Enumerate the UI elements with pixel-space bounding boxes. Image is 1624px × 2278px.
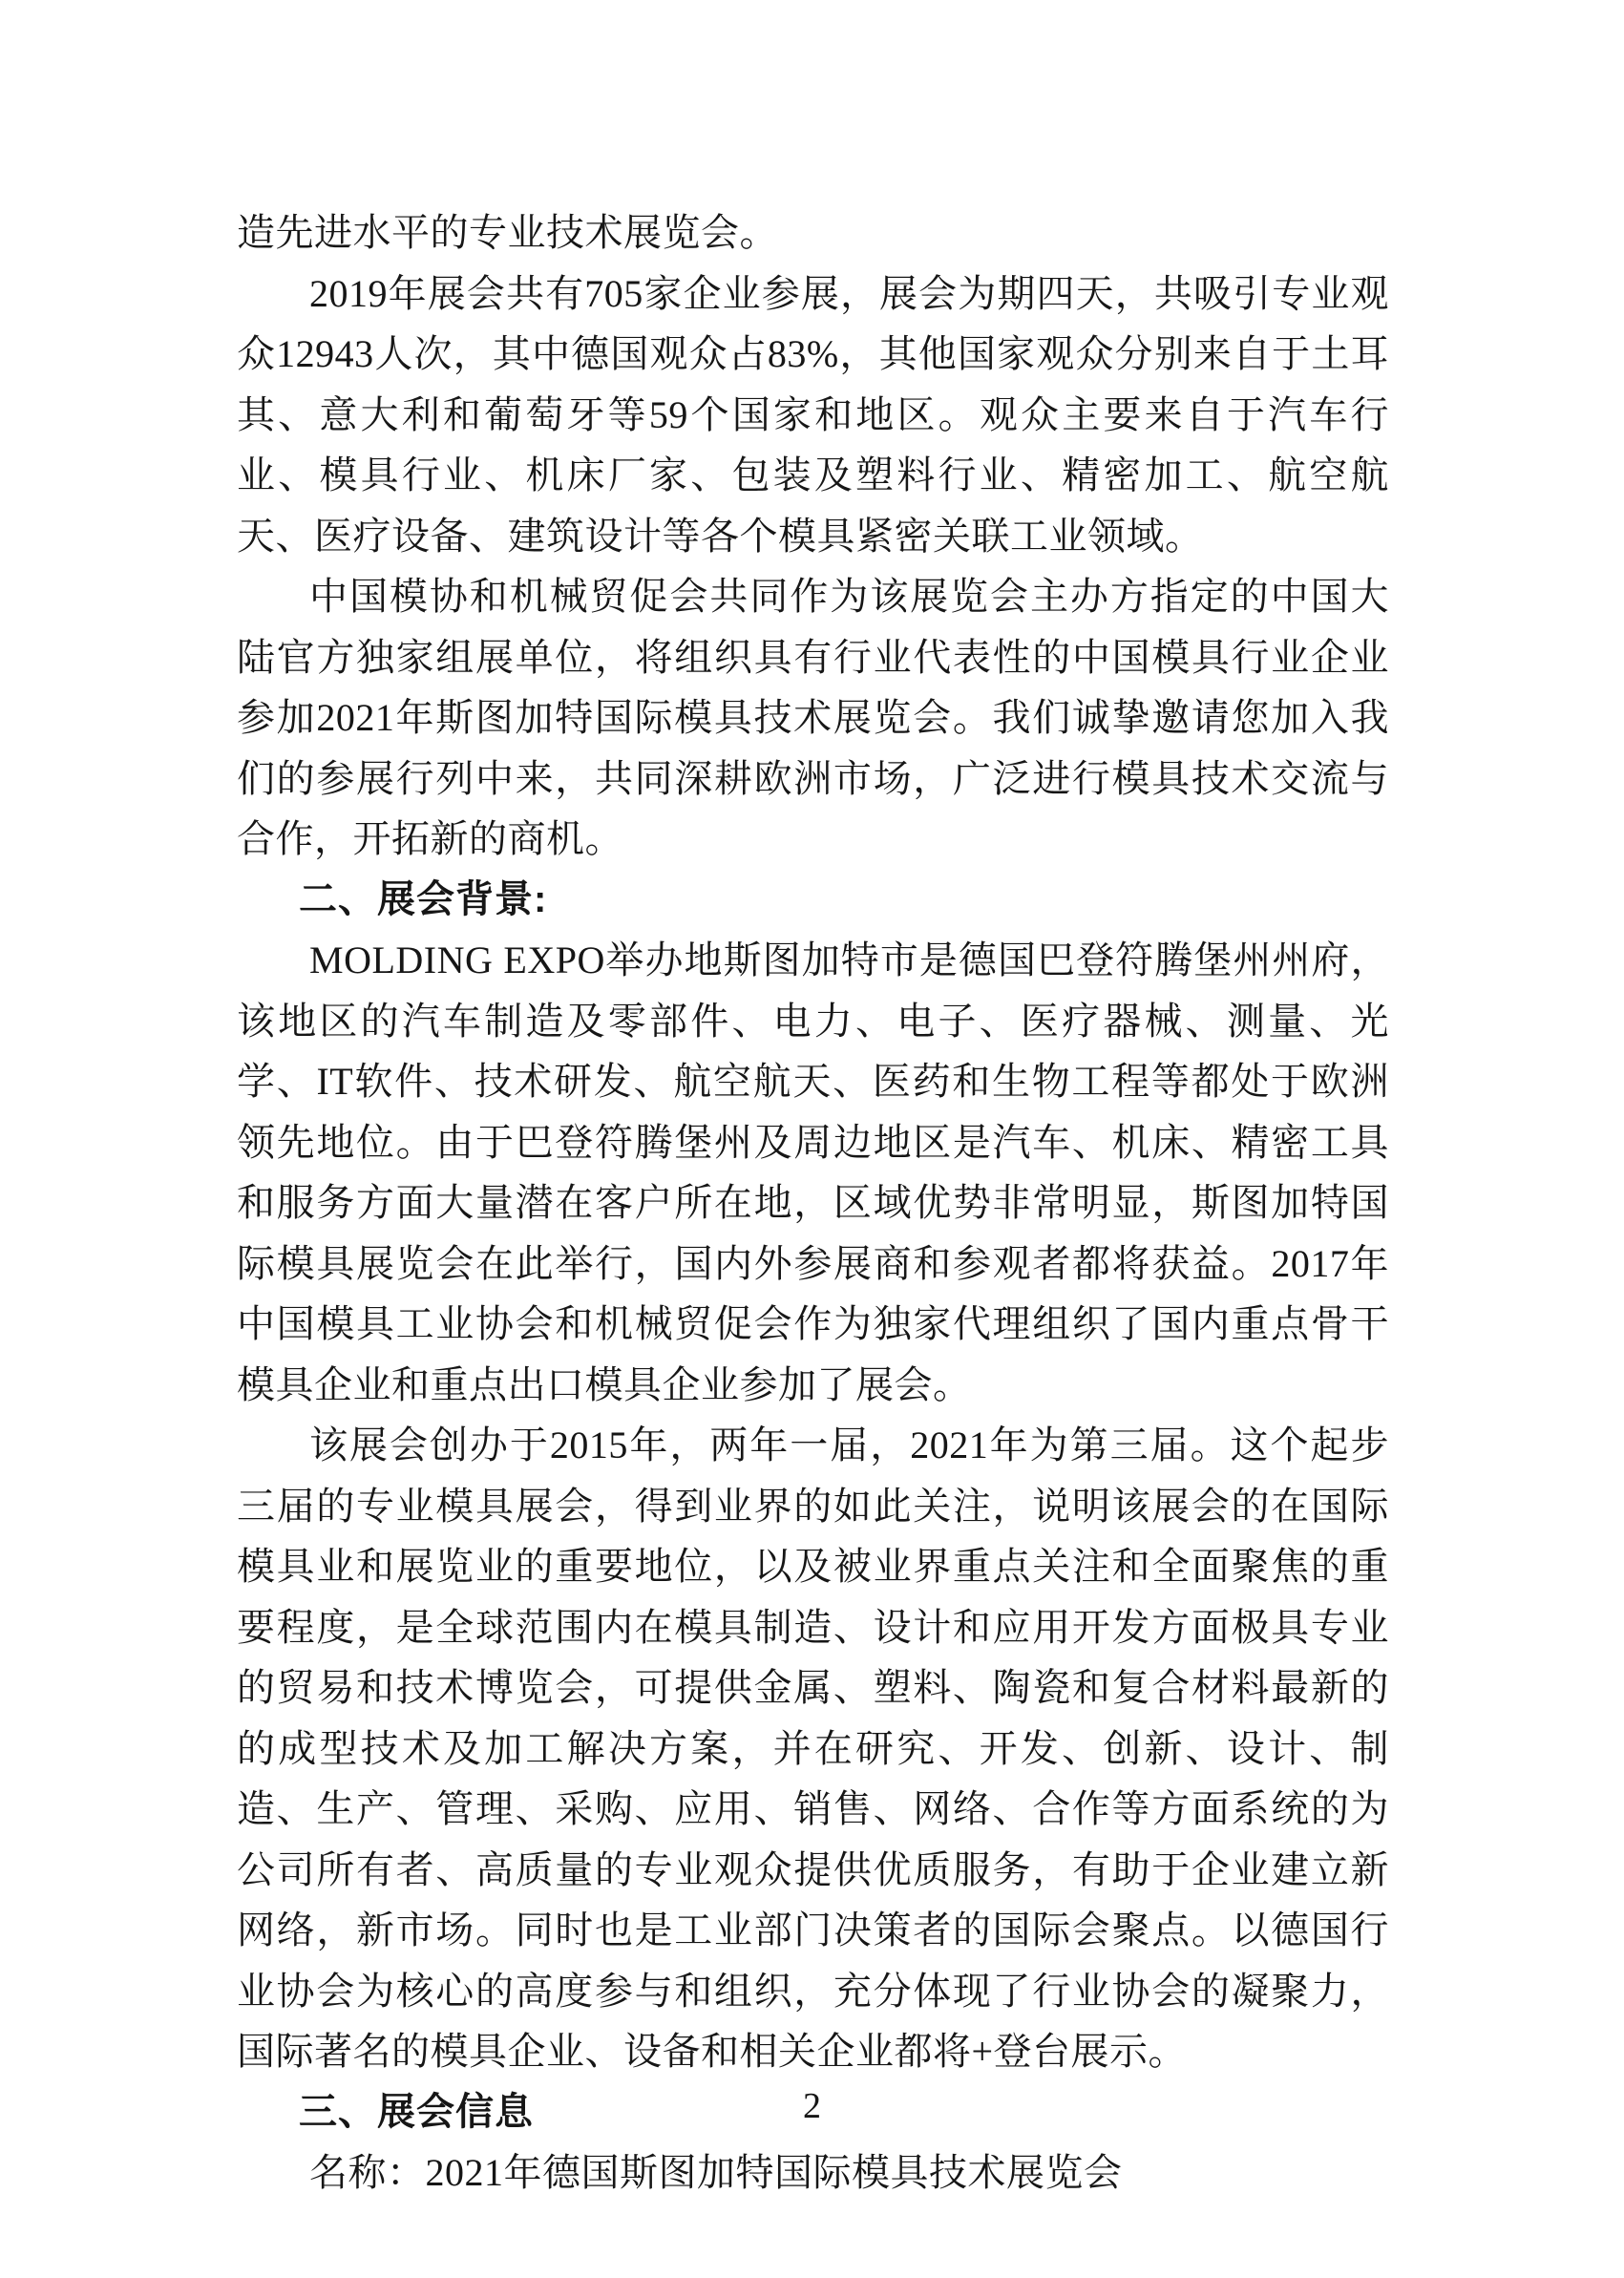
page-footer [0, 2086, 1624, 2126]
document-body [237, 202, 1389, 2204]
paragraph-stuttgart-region: MOLDING EXPO举办地斯图加特市是德国巴登符腾堡州州府，该地区的汽车制造及零部件、电力、电子、医疗器械、测量、光学、IT软件、技术研发、航空航天、医药和生物工程等都处于欧洲领先地位。由于巴登符腾堡州及周边地区是汽车、机床、精密工具和服务方面大量潜在客户所在地，区域优势非常明显，斯图加特国际模具展览会在此举行，国内外参展商和参观者都将获益。2017年中国模具工业协会和机械贸促会作为独家代理组织了国内重点骨干模具企业和重点出口模具企业参加了展会。 [237, 939, 1389, 1406]
paragraph-exhibition-name: 名称：2021年德国斯图加特国际模具技术展览会 [309, 2151, 1123, 2194]
page-number: 2 [803, 2086, 821, 2126]
paragraph-continuation: 造先进水平的专业技术展览会。 [237, 211, 778, 254]
section-heading-exhibition-info: 三、展会信息 [299, 2090, 534, 2133]
paragraph-show-history: 该展会创办于2015年，两年一届，2021年为第三届。这个起步三届的专业模具展会，得到业界的如此关注，说明该展会的在国际模具业和展览业的重要地位，以及被业界重点关注和全面聚焦的重要程度，是全球范围内在模具制造、设计和应用开发方面极具专业的贸易和技术博览会，可提供金属、塑料、陶瓷和复合材料最新的的成型技术及加工解决方案，并在研究、开发、创新、设计、制造、生产、管理、采购、应用、销售、网络、合作等方面系统的为公司所有者、高质量的专业观众提供优质服务，有助于企业建立新网络，新市场。同时也是工业部门决策者的国际会聚点。以德国行业协会为核心的高度参与和组织，充分体现了行业协会的凝聚力，国际著名的模具企业、设备和相关企业都将+登台展示。 [237, 1424, 1389, 2073]
paragraph-2019-stats: 2019年展会共有705家企业参展，展会为期四天，共吸引专业观众12943人次，其中德国观众占83%，其他国家观众分别来自于土耳其、意大利和葡萄牙等59个国家和地区。观众主要来自于汽车行业、模具行业、机床厂家、包装及塑料行业、精密加工、航空航天、医疗设备、建筑设计等各个模具紧密关联工业领域。 [237, 271, 1389, 558]
paragraph-organizer-invitation: 中国模协和机械贸促会共同作为该展览会主办方指定的中国大陆官方独家组展单位，将组织具有行业代表性的中国模具行业企业参加2021年斯图加特国际模具技术展览会。我们诚挚邀请您加入我们的参展行列中来，共同深耕欧洲市场，广泛进行模具技术交流与合作，开拓新的商机。 [237, 575, 1389, 860]
section-heading-exhibition-background: 二、展会背景: [299, 877, 548, 920]
